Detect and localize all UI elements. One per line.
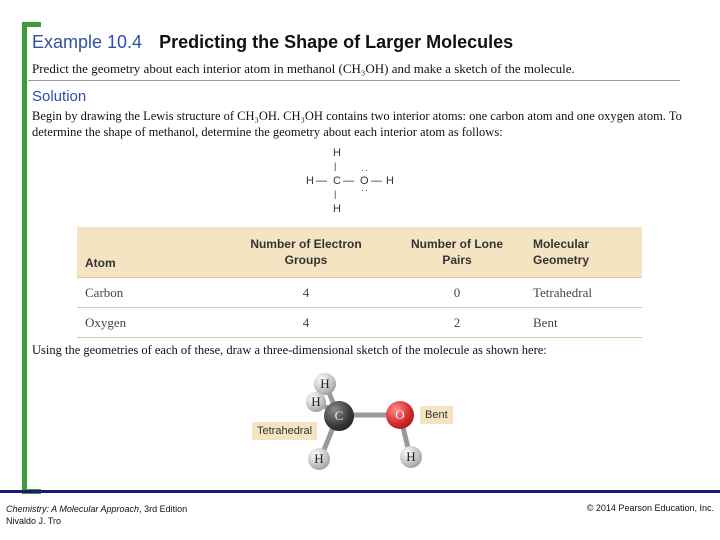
lewis-carbon: C: [333, 175, 341, 187]
footer-rule: [0, 490, 720, 493]
cell-geometry: Bent: [525, 308, 642, 338]
ball-and-stick-model: [250, 370, 470, 480]
lewis-oxygen: O: [360, 175, 369, 187]
sketch-instructions: Using the geometries of each of these, draw a three-dimensional sketch of the molecule as shown here:: [32, 343, 547, 357]
lewis-bond-oh: —: [371, 175, 382, 187]
label-bent: Bent: [420, 406, 453, 424]
header-lone-pairs: Number of Lone Pairs: [389, 227, 525, 278]
cell-atom: Carbon: [77, 278, 223, 308]
example-title: Predicting the Shape of Larger Molecules: [159, 32, 514, 52]
book-edition: , 3rd Edition: [139, 504, 188, 514]
lewis-h-top: H: [333, 147, 341, 159]
cell-atom: Oxygen: [77, 308, 223, 338]
atom-h-top: H: [314, 373, 336, 395]
header-molecular-geometry: Molecular Geometry: [525, 227, 642, 278]
header-electron-groups: Number of Electron Groups: [223, 227, 389, 278]
table-row: [77, 278, 642, 308]
book-author: Nivaldo J. Tro: [6, 516, 62, 526]
lewis-structure: [300, 145, 410, 220]
lewis-h-left: H: [306, 175, 314, 187]
example-number: Example 10.4: [32, 32, 143, 52]
lewis-bond-vertical-top: |: [334, 161, 337, 171]
header-atom: Atom: [77, 227, 223, 278]
table-header-row: [77, 227, 642, 278]
atom-h-bottom: H: [308, 448, 330, 470]
solution-paragraph: Begin by drawing the Lewis structure of CH₃OH. CH₃OH contains two interior atoms: one carbon atom and one oxygen atom. To determine the shape of methanol, determine the geometry about each interior atom as follows:: [32, 109, 682, 139]
label-tetrahedral: Tetrahedral: [252, 422, 317, 440]
copyright: © 2014 Pearson Education, Inc.: [586, 503, 714, 513]
geometry-table: [77, 227, 642, 338]
book-title: Chemistry: A Molecular Approach: [6, 504, 140, 514]
lewis-bond-vertical-bottom: |: [334, 189, 337, 199]
table-row: [77, 308, 642, 338]
cell-lone-pairs: 0: [389, 278, 525, 308]
cell-geometry: Tetrahedral: [525, 278, 642, 308]
lone-pair-top: ··: [361, 165, 369, 175]
atom-h-left: H: [306, 392, 326, 412]
lewis-bond-co: —: [343, 175, 354, 187]
footer-citation: [6, 503, 187, 527]
atom-carbon: C: [324, 401, 354, 431]
lewis-bond-hc: —: [316, 175, 327, 187]
atom-oxygen: O: [386, 401, 414, 429]
lone-pair-bottom: ··: [361, 185, 369, 195]
lewis-h-bottom: H: [333, 203, 341, 215]
atom-h-right: H: [400, 446, 422, 468]
page-title: [32, 32, 513, 53]
cell-electron-groups: 4: [223, 308, 389, 338]
problem-statement: Predict the geometry about each interior atom in methanol (CH₃OH) and make a sketch of the molecule.: [32, 61, 575, 76]
lewis-h-right: H: [386, 175, 394, 187]
cell-lone-pairs: 2: [389, 308, 525, 338]
cell-electron-groups: 4: [223, 278, 389, 308]
divider: [28, 80, 680, 81]
solution-heading: Solution: [32, 88, 87, 105]
